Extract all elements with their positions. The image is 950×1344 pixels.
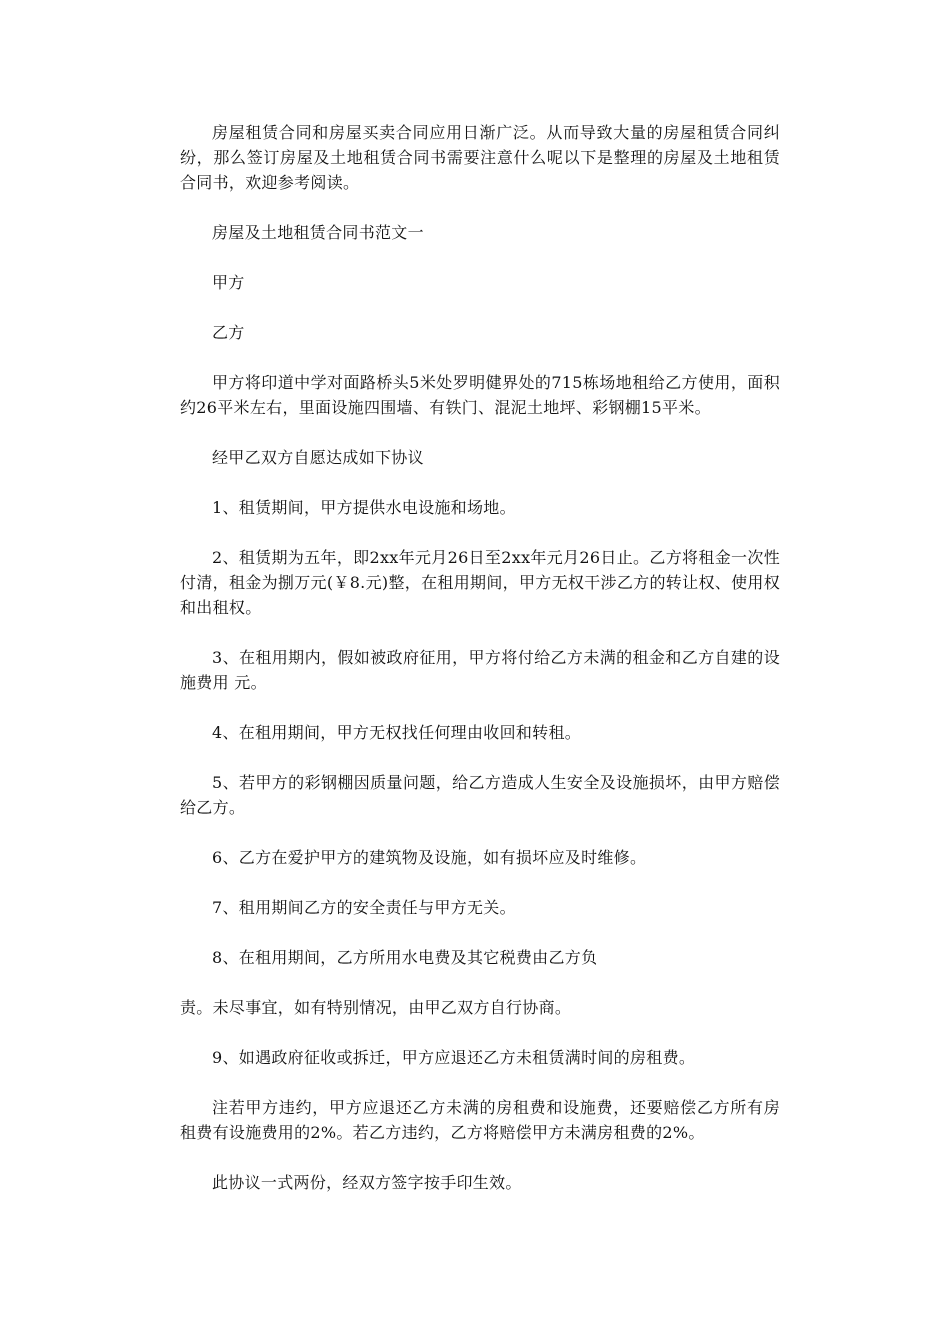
closing-statement: 此协议一式两份，经双方签字按手印生效。 <box>212 1173 522 1192</box>
clause-9: 9、如遇政府征收或拆迁，甲方应退还乙方未租赁满时间的房租费。 <box>212 1048 696 1067</box>
clause-1: 1、租赁期间，甲方提供水电设施和场地。 <box>212 498 516 517</box>
document-body <box>180 120 780 1220</box>
premises-description: 甲方将印道中学对面路桥头5米处罗明健界处的715栋场地租给乙方使用，面积约26平米左右，里面设施四围墙、有铁门、混泥土地坪、彩钢棚15平米。 <box>180 373 780 417</box>
clause-6: 6、乙方在爱护甲方的建筑物及设施，如有损坏应及时维修。 <box>212 848 647 867</box>
breach-note: 注若甲方违约，甲方应退还乙方未满的房租费和设施费，还要赔偿乙方所有房租费有设施费用的2%。若乙方违约，乙方将赔偿甲方未满房租费的2%。 <box>180 1098 780 1142</box>
party-a-label: 甲方 <box>212 273 245 292</box>
clause-5: 5、若甲方的彩钢棚因质量问题，给乙方造成人生安全及设施损坏，由甲方赔偿给乙方。 <box>180 773 780 817</box>
clause-4: 4、在租用期间，甲方无权找任何理由收回和转租。 <box>212 723 582 742</box>
intro-paragraph: 房屋租赁合同和房屋买卖合同应用日渐广泛。从而导致大量的房屋租赁合同纠纷，那么签订房屋及土地租赁合同书需要注意什么呢以下是整理的房屋及土地租赁合同书，欢迎参考阅读。 <box>180 123 780 192</box>
clause-2: 2、租赁期为五年，即2xx年元月26日至2xx年元月26日止。乙方将租金一次性付清，租金为捌万元(￥8.元)整，在租用期间，甲方无权干涉乙方的转让权、使用权和出租权。 <box>180 548 780 617</box>
party-b-label: 乙方 <box>212 323 245 342</box>
contract-title: 房屋及土地租赁合同书范文一 <box>212 223 424 242</box>
clause-8-continued: 责。未尽事宜，如有特别情况，由甲乙双方自行协商。 <box>180 998 572 1017</box>
agreement-intro: 经甲乙双方自愿达成如下协议 <box>212 448 424 467</box>
clause-8: 8、在租用期间，乙方所用水电费及其它税费由乙方负 <box>212 948 598 967</box>
clause-7: 7、租用期间乙方的安全责任与甲方无关。 <box>212 898 516 917</box>
clause-3: 3、在租用期内，假如被政府征用，甲方将付给乙方未满的租金和乙方自建的设施费用 元。 <box>180 648 780 692</box>
